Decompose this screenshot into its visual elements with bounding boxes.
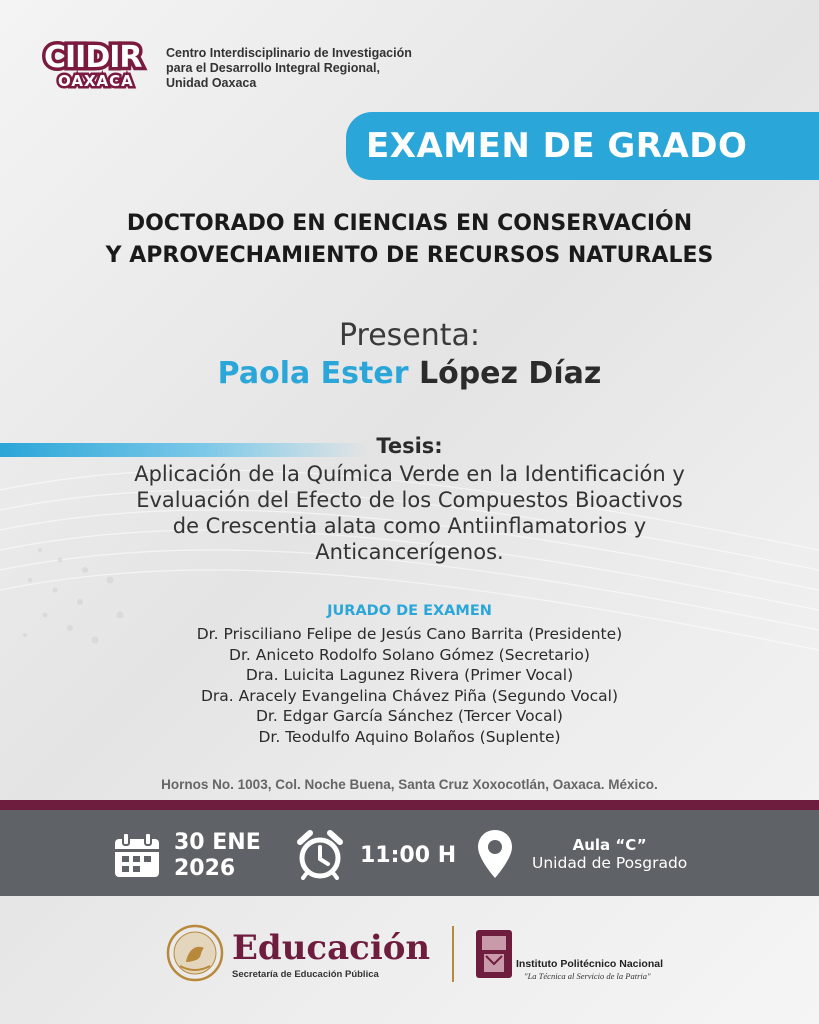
location-pin-icon [476, 828, 514, 880]
program-line-1: DOCTORADO EN CIENCIAS EN CONSERVACIÓN [126, 211, 693, 236]
jury-member: Dr. Teodulfo Aquino Bolaños (Suplente) [258, 727, 561, 746]
jury-member: Dra. Aracely Evangelina Chávez Piña (Segundo Vocal) [200, 686, 619, 705]
title-banner [346, 112, 819, 180]
date-day-month: 30 ENE [174, 830, 261, 855]
program-line-2: Y APROVECHAMIENTO DE RECURSOS NATURALES [105, 243, 714, 268]
ipn-motto: "La Técnica al Servicio de la Patria" [524, 971, 651, 981]
thesis-line: Evaluación del Efecto de los Compuestos Bioactivos [136, 488, 683, 512]
thesis-label: Tesis: [376, 434, 443, 458]
program-title [0, 208, 819, 272]
room-name: Aula “C” [572, 836, 647, 854]
jury-title: JURADO DE EXAMEN [327, 603, 492, 619]
thesis-line: Anticancerígenos. [315, 540, 504, 564]
date-text [174, 830, 261, 882]
presenter-first-name: Paola Ester [217, 356, 409, 391]
presenter-name [0, 356, 819, 391]
calendar-icon [112, 831, 162, 881]
date-year: 2026 [174, 856, 236, 881]
logo-text-top: CIIDIR [44, 40, 142, 75]
event-info-bar [0, 810, 819, 896]
event-place [476, 828, 687, 880]
event-date [112, 830, 261, 882]
place-text [532, 836, 687, 872]
sep-title: Educación [232, 928, 431, 968]
jury-member: Dr. Aniceto Rodolfo Solano Gómez (Secretario) [229, 645, 590, 664]
institution-header [44, 42, 412, 94]
ipn-name: Instituto Politécnico Nacional [516, 958, 664, 970]
jury-member: Dr. Prisciliano Felipe de Jesús Cano Barrita (Presidente) [196, 625, 623, 643]
sep-subtitle: Secretaría de Educación Pública [232, 969, 379, 980]
banner-title: EXAMEN DE GRADO [366, 126, 748, 166]
jury-list [0, 624, 819, 747]
footer-separator [452, 926, 454, 982]
thesis-line: Aplicación de la Química Verde en la Identificación y [134, 462, 685, 486]
alarm-clock-icon [296, 830, 344, 880]
presenter-label: Presenta: [338, 318, 481, 353]
logo-text-bottom: OAXACA [58, 72, 134, 90]
thesis-line: de Crescentia alata como Antiinflamatorios y [172, 514, 647, 538]
maroon-divider [0, 800, 819, 810]
unit-name: Unidad de Posgrado [532, 854, 688, 872]
event-time [296, 830, 456, 880]
jury-member: Dra. Luicita Lagunez Rivera (Primer Vocal) [245, 666, 574, 684]
jury-member: Dr. Edgar García Sánchez (Tercer Vocal) [256, 707, 563, 725]
ciidir-oaxaca-logo [44, 42, 156, 94]
address: Hornos No. 1003, Col. Noche Buena, Santa Cruz Xoxocotlán, Oaxaca. México. [161, 777, 658, 792]
thesis-title [40, 461, 779, 565]
ipn-logo-icon [474, 926, 514, 982]
presenter-last-name: López Díaz [418, 356, 602, 391]
mexico-coat-of-arms-icon [166, 924, 224, 982]
time-text: 11:00 H [360, 842, 457, 868]
institution-name: Centro Interdisciplinario de Investigación para el Desarrollo Integral Regional, Unidad Oaxaca [166, 45, 412, 90]
